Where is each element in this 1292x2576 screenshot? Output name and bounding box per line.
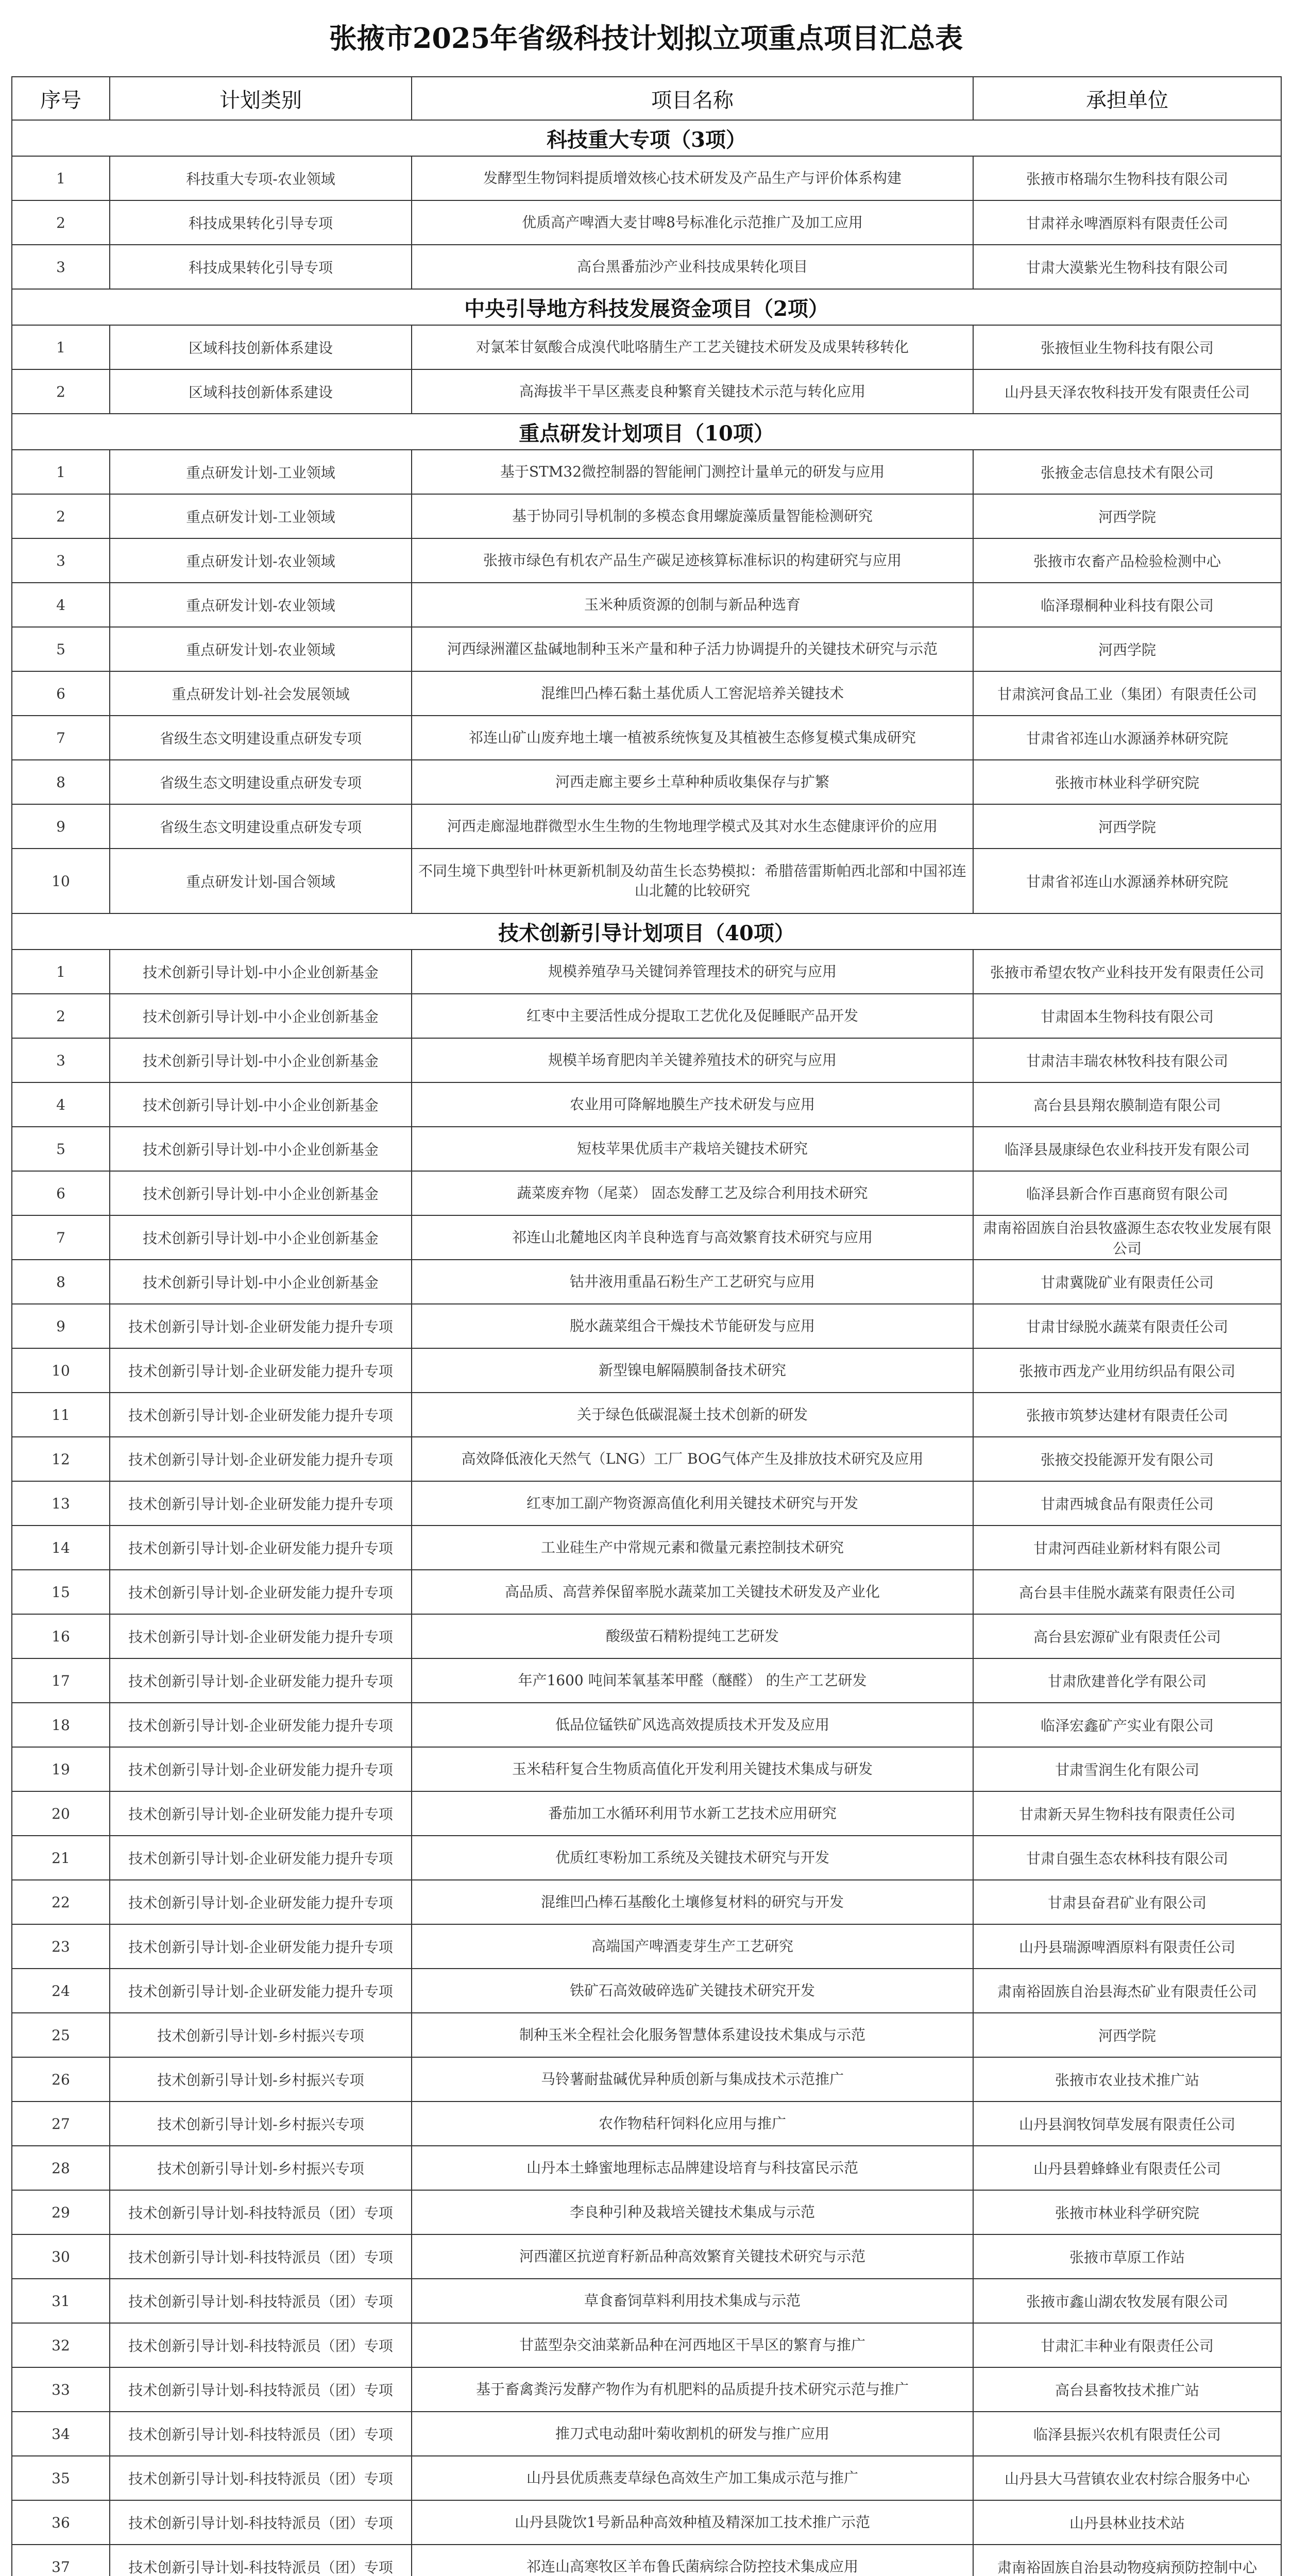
cell-project-name: 河西灌区抗逆育籽新品种高效繁育关键技术研究与示范 bbox=[412, 2234, 973, 2279]
cell-category: 技术创新引导计划-企业研发能力提升专项 bbox=[110, 1836, 412, 1880]
cell-index: 3 bbox=[12, 538, 110, 583]
cell-project-name: 对氯苯甘氨酸合成溴代吡咯腈生产工艺关键技术研发及成果转移转化 bbox=[412, 325, 973, 369]
cell-index: 2 bbox=[12, 200, 110, 245]
cell-unit: 河西学院 bbox=[973, 627, 1281, 671]
cell-project-name: 关于绿色低碳混凝土技术创新的研发 bbox=[412, 1393, 973, 1437]
table-row bbox=[12, 1082, 1281, 1127]
section-title: 技术创新引导计划项目（40项） bbox=[12, 913, 1281, 950]
cell-project-name: 短枝苹果优质丰产栽培关键技术研究 bbox=[412, 1127, 973, 1171]
cell-index: 9 bbox=[12, 1304, 110, 1348]
cell-project-name: 钴井液用重晶石粉生产工艺研究与应用 bbox=[412, 1260, 973, 1304]
cell-category: 重点研发计划-国合领域 bbox=[110, 849, 412, 913]
cell-index: 12 bbox=[12, 1437, 110, 1481]
cell-project-name: 河西走廊湿地群微型水生生物的生物地理学模式及其对水生态健康评价的应用 bbox=[412, 804, 973, 849]
table-row bbox=[12, 994, 1281, 1038]
table-row bbox=[12, 671, 1281, 716]
cell-unit: 肃南裕固族自治县海杰矿业有限责任公司 bbox=[973, 1969, 1281, 2013]
table-row bbox=[12, 1570, 1281, 1614]
cell-project-name: 番茄加工水循环利用节水新工艺技术应用研究 bbox=[412, 1791, 973, 1836]
cell-unit: 张掖交投能源开发有限公司 bbox=[973, 1437, 1281, 1481]
cell-category: 技术创新引导计划-中小企业创新基金 bbox=[110, 1038, 412, 1082]
cell-project-name: 红枣中主要活性成分提取工艺优化及促睡眠产品开发 bbox=[412, 994, 973, 1038]
cell-category: 技术创新引导计划-科技特派员（团）专项 bbox=[110, 2190, 412, 2234]
cell-index: 2 bbox=[12, 994, 110, 1038]
cell-category: 技术创新引导计划-乡村振兴专项 bbox=[110, 2102, 412, 2146]
table-row bbox=[12, 1393, 1281, 1437]
cell-project-name: 不同生境下典型针叶林更新机制及幼苗生长态势模拟：希腊蓓雷斯帕西北部和中国祁连山北麓的比较研究 bbox=[412, 849, 973, 913]
table-row bbox=[12, 1215, 1281, 1260]
cell-unit: 甘肃汇丰种业有限责任公司 bbox=[973, 2323, 1281, 2367]
cell-project-name: 农作物秸秆饲料化应用与推广 bbox=[412, 2102, 973, 2146]
cell-category: 技术创新引导计划-企业研发能力提升专项 bbox=[110, 1526, 412, 1570]
cell-unit: 甘肃甘绿脱水蔬菜有限责任公司 bbox=[973, 1304, 1281, 1348]
cell-category: 重点研发计划-农业领域 bbox=[110, 627, 412, 671]
cell-category: 技术创新引导计划-企业研发能力提升专项 bbox=[110, 1703, 412, 1747]
table-row bbox=[12, 1614, 1281, 1658]
cell-index: 5 bbox=[12, 627, 110, 671]
cell-category: 技术创新引导计划-企业研发能力提升专项 bbox=[110, 1880, 412, 1924]
cell-category: 技术创新引导计划-乡村振兴专项 bbox=[110, 2057, 412, 2102]
table-row bbox=[12, 2456, 1281, 2500]
cell-unit: 甘肃冀陇矿业有限责任公司 bbox=[973, 1260, 1281, 1304]
cell-category: 技术创新引导计划-科技特派员（团）专项 bbox=[110, 2545, 412, 2576]
cell-unit: 高台县宏源矿业有限责任公司 bbox=[973, 1614, 1281, 1658]
table-header-row bbox=[12, 77, 1281, 120]
table-row bbox=[12, 2500, 1281, 2545]
cell-project-name: 高品质、高营养保留率脱水蔬菜加工关键技术研发及产业化 bbox=[412, 1570, 973, 1614]
cell-unit: 山丹县碧蜂蜂业有限责任公司 bbox=[973, 2146, 1281, 2190]
cell-project-name: 规模羊场育肥肉羊关键养殖技术的研究与应用 bbox=[412, 1038, 973, 1082]
cell-unit: 张掖市林业科学研究院 bbox=[973, 2190, 1281, 2234]
table-row bbox=[12, 627, 1281, 671]
cell-category: 技术创新引导计划-企业研发能力提升专项 bbox=[110, 1747, 412, 1791]
cell-index: 1 bbox=[12, 156, 110, 200]
section-title: 重点研发计划项目（10项） bbox=[12, 414, 1281, 450]
project-summary-table bbox=[11, 76, 1282, 2576]
cell-project-name: 发酵型生物饲料提质增效核心技术研发及产品生产与评价体系构建 bbox=[412, 156, 973, 200]
cell-unit: 河西学院 bbox=[973, 494, 1281, 538]
cell-category: 省级生态文明建设重点研发专项 bbox=[110, 716, 412, 760]
cell-index: 37 bbox=[12, 2545, 110, 2576]
cell-project-name: 高端国产啤酒麦芽生产工艺研究 bbox=[412, 1924, 973, 1969]
cell-unit: 张掖市筑梦达建材有限责任公司 bbox=[973, 1393, 1281, 1437]
cell-category: 技术创新引导计划-企业研发能力提升专项 bbox=[110, 1437, 412, 1481]
cell-category: 技术创新引导计划-科技特派员（团）专项 bbox=[110, 2234, 412, 2279]
cell-index: 3 bbox=[12, 1038, 110, 1082]
cell-category: 技术创新引导计划-企业研发能力提升专项 bbox=[110, 1481, 412, 1526]
cell-index: 23 bbox=[12, 1924, 110, 1969]
table-row bbox=[12, 1880, 1281, 1924]
cell-index: 14 bbox=[12, 1526, 110, 1570]
table-row bbox=[12, 2545, 1281, 2576]
cell-category: 省级生态文明建设重点研发专项 bbox=[110, 760, 412, 804]
cell-index: 7 bbox=[12, 716, 110, 760]
cell-index: 10 bbox=[12, 849, 110, 913]
cell-category: 技术创新引导计划-科技特派员（团）专项 bbox=[110, 2456, 412, 2500]
cell-project-name: 红枣加工副产物资源高值化利用关键技术研究与开发 bbox=[412, 1481, 973, 1526]
cell-project-name: 河西走廊主要乡土草种种质收集保存与扩繁 bbox=[412, 760, 973, 804]
table-row bbox=[12, 1969, 1281, 2013]
cell-index: 10 bbox=[12, 1348, 110, 1393]
cell-category: 技术创新引导计划-科技特派员（团）专项 bbox=[110, 2323, 412, 2367]
cell-category: 技术创新引导计划-中小企业创新基金 bbox=[110, 1082, 412, 1127]
table-row bbox=[12, 1791, 1281, 1836]
section-title: 中央引导地方科技发展资金项目（2项） bbox=[12, 289, 1281, 325]
table-row bbox=[12, 2013, 1281, 2057]
cell-project-name: 农业用可降解地膜生产技术研发与应用 bbox=[412, 1082, 973, 1127]
table-row bbox=[12, 156, 1281, 200]
cell-category: 技术创新引导计划-中小企业创新基金 bbox=[110, 950, 412, 994]
cell-index: 3 bbox=[12, 245, 110, 289]
cell-category: 技术创新引导计划-企业研发能力提升专项 bbox=[110, 1791, 412, 1836]
cell-project-name: 工业硅生产中常规元素和微量元素控制技术研究 bbox=[412, 1526, 973, 1570]
cell-project-name: 年产1600 吨间苯氧基苯甲醛（醚醛） 的生产工艺研发 bbox=[412, 1658, 973, 1703]
header-category: 计划类别 bbox=[110, 77, 412, 120]
header-unit: 承担单位 bbox=[973, 77, 1281, 120]
cell-index: 34 bbox=[12, 2412, 110, 2456]
cell-unit: 山丹县润牧饲草发展有限责任公司 bbox=[973, 2102, 1281, 2146]
cell-index: 4 bbox=[12, 583, 110, 627]
cell-category: 技术创新引导计划-中小企业创新基金 bbox=[110, 1171, 412, 1215]
table-row bbox=[12, 716, 1281, 760]
cell-unit: 甘肃省祁连山水源涵养林研究院 bbox=[973, 849, 1281, 913]
cell-unit: 甘肃县奋君矿业有限公司 bbox=[973, 1880, 1281, 1924]
table-row bbox=[12, 1747, 1281, 1791]
cell-unit: 临泽璟桐种业科技有限公司 bbox=[973, 583, 1281, 627]
header-index: 序号 bbox=[12, 77, 110, 120]
table-row bbox=[12, 849, 1281, 913]
cell-category: 技术创新引导计划-科技特派员（团）专项 bbox=[110, 2500, 412, 2545]
cell-unit: 甘肃省祁连山水源涵养林研究院 bbox=[973, 716, 1281, 760]
cell-project-name: 玉米秸秆复合生物质高值化开发利用关键技术集成与研发 bbox=[412, 1747, 973, 1791]
cell-unit: 山丹县大马营镇农业农村综合服务中心 bbox=[973, 2456, 1281, 2500]
cell-project-name: 祁连山矿山废弃地土壤一植被系统恢复及其植被生态修复模式集成研究 bbox=[412, 716, 973, 760]
cell-project-name: 高海拔半干旱区燕麦良种繁育关键技术示范与转化应用 bbox=[412, 369, 973, 414]
table-row bbox=[12, 804, 1281, 849]
table-row bbox=[12, 1038, 1281, 1082]
cell-project-name: 基于STM32微控制器的智能闸门测控计量单元的研发与应用 bbox=[412, 450, 973, 494]
cell-index: 36 bbox=[12, 2500, 110, 2545]
cell-index: 17 bbox=[12, 1658, 110, 1703]
table-row bbox=[12, 1304, 1281, 1348]
cell-unit: 甘肃欣建普化学有限公司 bbox=[973, 1658, 1281, 1703]
cell-category: 科技重大专项-农业领域 bbox=[110, 156, 412, 200]
cell-project-name: 蔬菜废弃物（尾菜） 固态发酵工艺及综合利用技术研究 bbox=[412, 1171, 973, 1215]
cell-category: 区域科技创新体系建设 bbox=[110, 369, 412, 414]
cell-index: 27 bbox=[12, 2102, 110, 2146]
table-row bbox=[12, 1924, 1281, 1969]
cell-index: 26 bbox=[12, 2057, 110, 2102]
cell-index: 6 bbox=[12, 1171, 110, 1215]
cell-category: 技术创新引导计划-中小企业创新基金 bbox=[110, 1215, 412, 1260]
cell-index: 29 bbox=[12, 2190, 110, 2234]
table-row bbox=[12, 1348, 1281, 1393]
cell-unit: 河西学院 bbox=[973, 2013, 1281, 2057]
cell-project-name: 山丹本土蜂蜜地理标志品牌建设培育与科技富民示范 bbox=[412, 2146, 973, 2190]
cell-index: 28 bbox=[12, 2146, 110, 2190]
table-row bbox=[12, 494, 1281, 538]
cell-index: 9 bbox=[12, 804, 110, 849]
cell-project-name: 马铃薯耐盐碱优异种质创新与集成技术示范推广 bbox=[412, 2057, 973, 2102]
cell-project-name: 铁矿石高效破碎选矿关键技术研究开发 bbox=[412, 1969, 973, 2013]
cell-category: 技术创新引导计划-企业研发能力提升专项 bbox=[110, 1614, 412, 1658]
cell-category: 技术创新引导计划-企业研发能力提升专项 bbox=[110, 1924, 412, 1969]
section-title: 科技重大专项（3项） bbox=[12, 120, 1281, 156]
table-row bbox=[12, 1836, 1281, 1880]
cell-project-name: 山丹县陇饮1号新品种高效种植及精深加工技术推广示范 bbox=[412, 2500, 973, 2545]
table-row bbox=[12, 583, 1281, 627]
cell-unit: 临泽县晟康绿色农业科技开发有限公司 bbox=[973, 1127, 1281, 1171]
section-header-row bbox=[12, 289, 1281, 325]
cell-index: 15 bbox=[12, 1570, 110, 1614]
cell-index: 18 bbox=[12, 1703, 110, 1747]
table-row bbox=[12, 1481, 1281, 1526]
cell-unit: 肃南裕固族自治县牧盛源生态农牧业发展有限公司 bbox=[973, 1215, 1281, 1260]
cell-index: 6 bbox=[12, 671, 110, 716]
cell-index: 20 bbox=[12, 1791, 110, 1836]
cell-unit: 山丹县林业技术站 bbox=[973, 2500, 1281, 2545]
cell-unit: 张掖市农畜产品检验检测中心 bbox=[973, 538, 1281, 583]
cell-unit: 甘肃固本生物科技有限公司 bbox=[973, 994, 1281, 1038]
cell-index: 8 bbox=[12, 1260, 110, 1304]
cell-category: 省级生态文明建设重点研发专项 bbox=[110, 804, 412, 849]
cell-project-name: 河西绿洲灌区盐碱地制种玉米产量和种子活力协调提升的关键技术研究与示范 bbox=[412, 627, 973, 671]
cell-category: 技术创新引导计划-科技特派员（团）专项 bbox=[110, 2367, 412, 2412]
cell-category: 技术创新引导计划-乡村振兴专项 bbox=[110, 2146, 412, 2190]
cell-unit: 甘肃大漠紫光生物科技有限公司 bbox=[973, 245, 1281, 289]
cell-index: 31 bbox=[12, 2279, 110, 2323]
cell-index: 33 bbox=[12, 2367, 110, 2412]
cell-unit: 甘肃河西硅业新材料有限公司 bbox=[973, 1526, 1281, 1570]
cell-index: 25 bbox=[12, 2013, 110, 2057]
table-row bbox=[12, 2146, 1281, 2190]
cell-project-name: 李良种引种及栽培关键技术集成与示范 bbox=[412, 2190, 973, 2234]
cell-unit: 甘肃雪润生化有限公司 bbox=[973, 1747, 1281, 1791]
cell-category: 科技成果转化引导专项 bbox=[110, 200, 412, 245]
cell-category: 技术创新引导计划-科技特派员（团）专项 bbox=[110, 2279, 412, 2323]
table-row bbox=[12, 1171, 1281, 1215]
cell-index: 1 bbox=[12, 950, 110, 994]
cell-project-name: 祁连山高寒牧区羊布鲁氏菌病综合防控技术集成应用 bbox=[412, 2545, 973, 2576]
cell-category: 重点研发计划-社会发展领域 bbox=[110, 671, 412, 716]
cell-category: 技术创新引导计划-企业研发能力提升专项 bbox=[110, 1658, 412, 1703]
cell-category: 技术创新引导计划-乡村振兴专项 bbox=[110, 2013, 412, 2057]
table-row bbox=[12, 538, 1281, 583]
cell-category: 技术创新引导计划-中小企业创新基金 bbox=[110, 1127, 412, 1171]
cell-unit: 张掖市草原工作站 bbox=[973, 2234, 1281, 2279]
cell-index: 8 bbox=[12, 760, 110, 804]
cell-project-name: 基于协同引导机制的多模态食用螺旋藻质量智能检测研究 bbox=[412, 494, 973, 538]
header-project-name: 项目名称 bbox=[412, 77, 973, 120]
cell-project-name: 混维凹凸棒石基酸化土壤修复材料的研究与开发 bbox=[412, 1880, 973, 1924]
cell-unit: 张掖市格瑞尔生物科技有限公司 bbox=[973, 156, 1281, 200]
cell-project-name: 张掖市绿色有机农产品生产碳足迹核算标准标识的构建研究与应用 bbox=[412, 538, 973, 583]
cell-unit: 山丹县天泽农牧科技开发有限责任公司 bbox=[973, 369, 1281, 414]
cell-unit: 临泽县新合作百惠商贸有限公司 bbox=[973, 1171, 1281, 1215]
table-row bbox=[12, 2190, 1281, 2234]
cell-unit: 山丹县瑞源啤酒原料有限责任公司 bbox=[973, 1924, 1281, 1969]
cell-index: 1 bbox=[12, 325, 110, 369]
cell-project-name: 甘蓝型杂交油菜新品种在河西地区干旱区的繁育与推广 bbox=[412, 2323, 973, 2367]
cell-unit: 张掖市西龙产业用纺织品有限公司 bbox=[973, 1348, 1281, 1393]
table-row bbox=[12, 2102, 1281, 2146]
cell-index: 2 bbox=[12, 494, 110, 538]
cell-category: 科技成果转化引导专项 bbox=[110, 245, 412, 289]
cell-unit: 临泽县振兴农机有限责任公司 bbox=[973, 2412, 1281, 2456]
cell-category: 技术创新引导计划-中小企业创新基金 bbox=[110, 1260, 412, 1304]
cell-index: 24 bbox=[12, 1969, 110, 2013]
cell-project-name: 制种玉米全程社会化服务智慧体系建设技术集成与示范 bbox=[412, 2013, 973, 2057]
cell-unit: 甘肃祥永啤酒原料有限责任公司 bbox=[973, 200, 1281, 245]
table-row bbox=[12, 1260, 1281, 1304]
table-row bbox=[12, 200, 1281, 245]
cell-category: 重点研发计划-工业领域 bbox=[110, 494, 412, 538]
cell-unit: 甘肃自强生态农林科技有限公司 bbox=[973, 1836, 1281, 1880]
table-row bbox=[12, 1526, 1281, 1570]
cell-category: 重点研发计划-农业领域 bbox=[110, 538, 412, 583]
cell-category: 区域科技创新体系建设 bbox=[110, 325, 412, 369]
cell-category: 技术创新引导计划-企业研发能力提升专项 bbox=[110, 1348, 412, 1393]
table-row bbox=[12, 760, 1281, 804]
table-row bbox=[12, 2279, 1281, 2323]
cell-category: 技术创新引导计划-企业研发能力提升专项 bbox=[110, 1304, 412, 1348]
cell-unit: 甘肃洁丰瑞农林牧科技有限公司 bbox=[973, 1038, 1281, 1082]
table-row bbox=[12, 2323, 1281, 2367]
cell-project-name: 新型镍电解隔膜制备技术研究 bbox=[412, 1348, 973, 1393]
cell-project-name: 优质高产啤酒大麦甘啤8号标准化示范推广及加工应用 bbox=[412, 200, 973, 245]
table-row bbox=[12, 950, 1281, 994]
cell-index: 21 bbox=[12, 1836, 110, 1880]
cell-category: 技术创新引导计划-企业研发能力提升专项 bbox=[110, 1393, 412, 1437]
table-row bbox=[12, 1437, 1281, 1481]
cell-unit: 甘肃新天昇生物科技有限责任公司 bbox=[973, 1791, 1281, 1836]
cell-project-name: 规模养殖孕马关键饲养管理技术的研究与应用 bbox=[412, 950, 973, 994]
cell-unit: 张掖市林业科学研究院 bbox=[973, 760, 1281, 804]
cell-unit: 甘肃滨河食品工业（集团）有限责任公司 bbox=[973, 671, 1281, 716]
cell-index: 16 bbox=[12, 1614, 110, 1658]
cell-index: 2 bbox=[12, 369, 110, 414]
cell-category: 技术创新引导计划-企业研发能力提升专项 bbox=[110, 1570, 412, 1614]
cell-index: 1 bbox=[12, 450, 110, 494]
cell-project-name: 推刀式电动甜叶菊收割机的研发与推广应用 bbox=[412, 2412, 973, 2456]
cell-category: 重点研发计划-农业领域 bbox=[110, 583, 412, 627]
cell-category: 重点研发计划-工业领域 bbox=[110, 450, 412, 494]
section-header-row bbox=[12, 913, 1281, 950]
section-header-row bbox=[12, 414, 1281, 450]
cell-index: 4 bbox=[12, 1082, 110, 1127]
cell-unit: 张掖市农业技术推广站 bbox=[973, 2057, 1281, 2102]
table-row bbox=[12, 245, 1281, 289]
cell-project-name: 混维凹凸棒石黏土基优质人工窖泥培养关键技术 bbox=[412, 671, 973, 716]
cell-unit: 高台县县翔农膜制造有限公司 bbox=[973, 1082, 1281, 1127]
cell-project-name: 玉米种质资源的创制与新品种选育 bbox=[412, 583, 973, 627]
cell-unit: 高台县畜牧技术推广站 bbox=[973, 2367, 1281, 2412]
cell-index: 7 bbox=[12, 1215, 110, 1260]
cell-index: 5 bbox=[12, 1127, 110, 1171]
cell-project-name: 基于畜禽粪污发酵产物作为有机肥料的品质提升技术研究示范与推广 bbox=[412, 2367, 973, 2412]
cell-project-name: 山丹县优质燕麦草绿色高效生产加工集成示范与推广 bbox=[412, 2456, 973, 2500]
cell-unit: 河西学院 bbox=[973, 804, 1281, 849]
table-row bbox=[12, 450, 1281, 494]
table-body bbox=[12, 120, 1281, 2576]
cell-project-name: 脱水蔬菜组合干燥技术节能研发与应用 bbox=[412, 1304, 973, 1348]
cell-unit: 临泽宏鑫矿产实业有限公司 bbox=[973, 1703, 1281, 1747]
cell-project-name: 酸级萤石精粉提纯工艺研发 bbox=[412, 1614, 973, 1658]
cell-index: 22 bbox=[12, 1880, 110, 1924]
cell-category: 技术创新引导计划-科技特派员（团）专项 bbox=[110, 2412, 412, 2456]
document-title: 张掖市2025年省级科技计划拟立项重点项目汇总表 bbox=[329, 22, 963, 55]
cell-index: 35 bbox=[12, 2456, 110, 2500]
cell-unit: 肃南裕固族自治县动物疫病预防控制中心 bbox=[973, 2545, 1281, 2576]
cell-project-name: 高台黑番茄沙产业科技成果转化项目 bbox=[412, 245, 973, 289]
cell-unit: 张掖金志信息技术有限公司 bbox=[973, 450, 1281, 494]
cell-unit: 甘肃西城食品有限责任公司 bbox=[973, 1481, 1281, 1526]
table-row bbox=[12, 2412, 1281, 2456]
cell-project-name: 低品位锰铁矿风选高效提质技术开发及应用 bbox=[412, 1703, 973, 1747]
cell-project-name: 优质红枣粉加工系统及关键技术研究与开发 bbox=[412, 1836, 973, 1880]
cell-index: 19 bbox=[12, 1747, 110, 1791]
cell-unit: 张掖恒业生物科技有限公司 bbox=[973, 325, 1281, 369]
section-header-row bbox=[12, 120, 1281, 156]
cell-index: 32 bbox=[12, 2323, 110, 2367]
cell-project-name: 高效降低液化天然气（LNG）工厂 BOG气体产生及排放技术研究及应用 bbox=[412, 1437, 973, 1481]
table-row bbox=[12, 1658, 1281, 1703]
cell-index: 11 bbox=[12, 1393, 110, 1437]
cell-unit: 张掖市鑫山湖农牧发展有限公司 bbox=[973, 2279, 1281, 2323]
cell-unit: 高台县丰佳脱水蔬菜有限责任公司 bbox=[973, 1570, 1281, 1614]
cell-category: 技术创新引导计划-中小企业创新基金 bbox=[110, 994, 412, 1038]
table-row bbox=[12, 2367, 1281, 2412]
table-row bbox=[12, 2234, 1281, 2279]
table-row bbox=[12, 1127, 1281, 1171]
cell-index: 13 bbox=[12, 1481, 110, 1526]
cell-project-name: 祁连山北麓地区肉羊良种选育与高效繁育技术研究与应用 bbox=[412, 1215, 973, 1260]
table-row bbox=[12, 1703, 1281, 1747]
cell-index: 30 bbox=[12, 2234, 110, 2279]
cell-unit: 张掖市希望农牧产业科技开发有限责任公司 bbox=[973, 950, 1281, 994]
cell-project-name: 草食畜饲草料利用技术集成与示范 bbox=[412, 2279, 973, 2323]
table-row bbox=[12, 369, 1281, 414]
cell-category: 技术创新引导计划-企业研发能力提升专项 bbox=[110, 1969, 412, 2013]
table-row bbox=[12, 325, 1281, 369]
table-row bbox=[12, 2057, 1281, 2102]
